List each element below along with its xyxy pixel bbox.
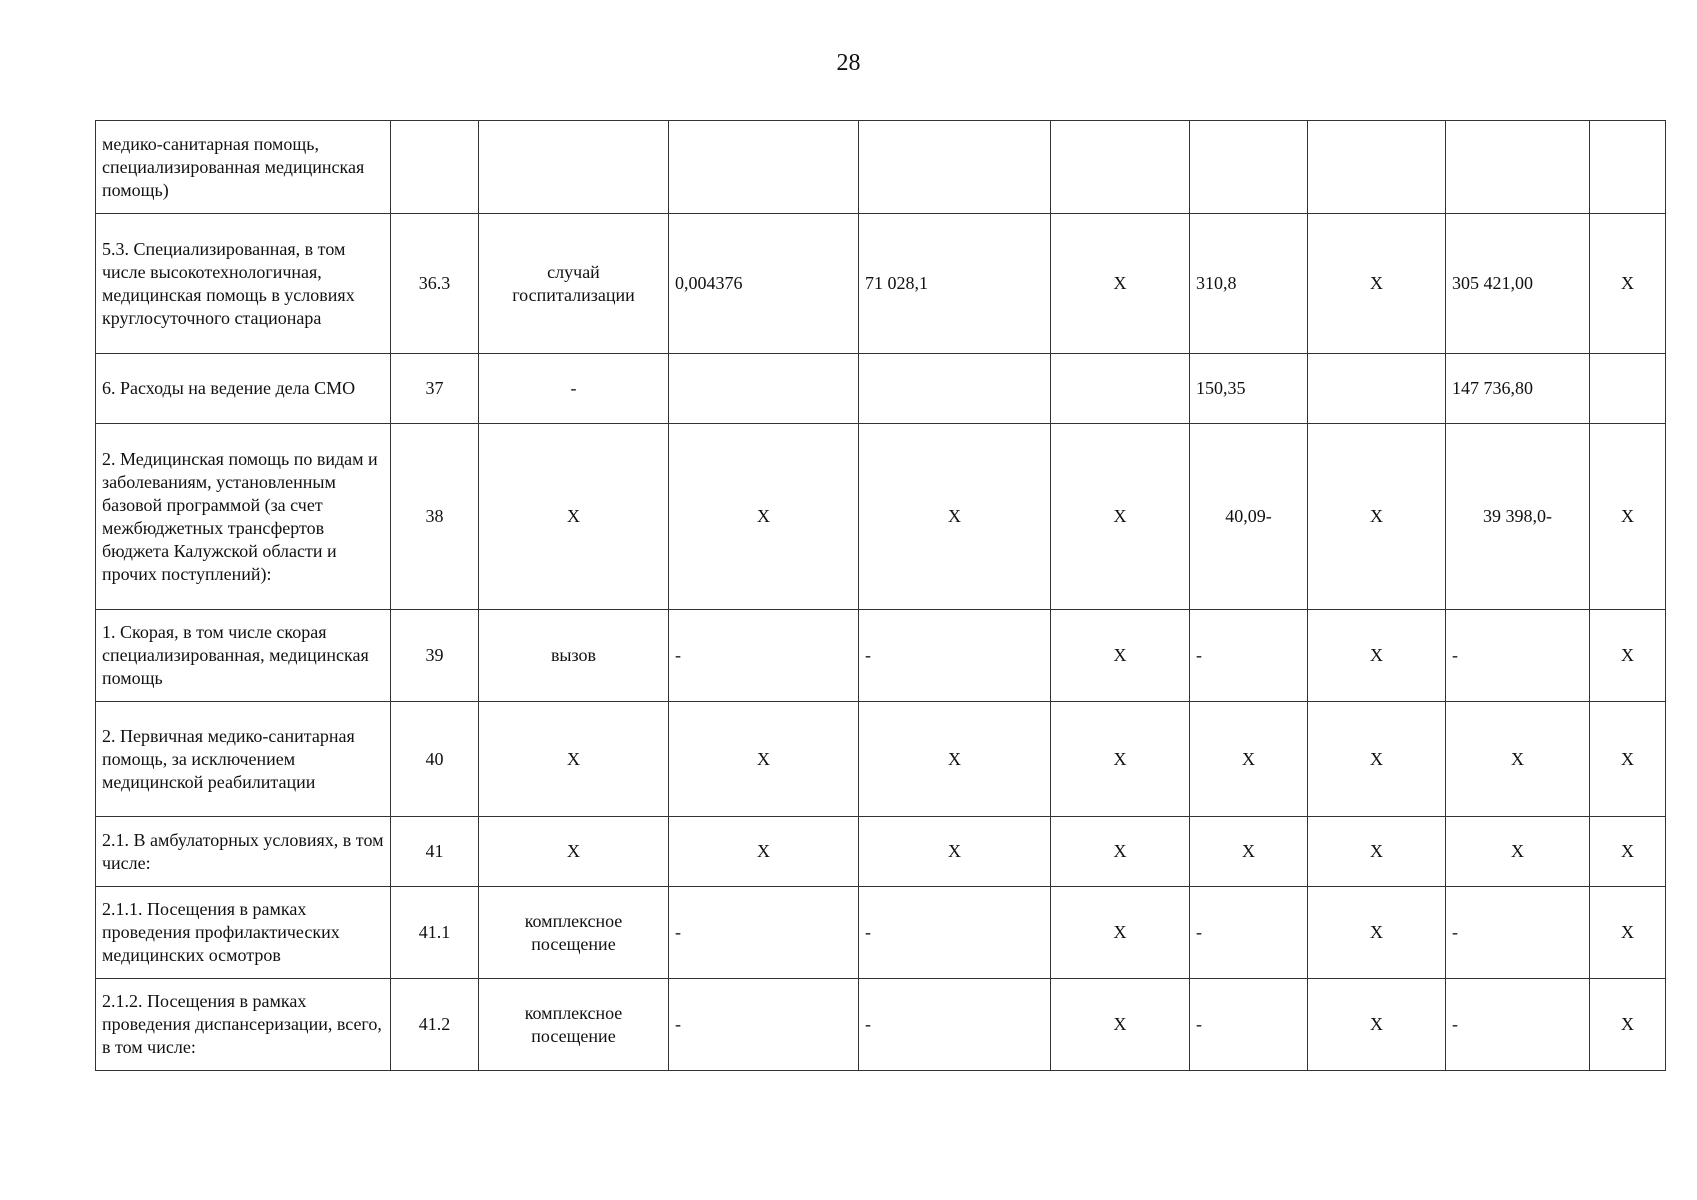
row-code: 41 (391, 817, 479, 887)
row-unit: комплексное посещение (479, 887, 669, 979)
cell-c9 (1590, 354, 1666, 424)
row-unit (479, 121, 669, 214)
cell-c6: - (1190, 887, 1308, 979)
table-row (96, 214, 1666, 354)
cell-volume: 0,004376 (669, 214, 859, 354)
cell-cost: 71 028,1 (859, 214, 1051, 354)
cell-volume (669, 354, 859, 424)
row-unit: X (479, 424, 669, 610)
row-name: медико-санитарная помощь, специализированная медицинская помощь) (96, 121, 391, 214)
cell-c9: X (1590, 610, 1666, 702)
cell-c8: 39 398,0- (1446, 424, 1590, 610)
cell-c8: X (1446, 702, 1590, 817)
row-code: 41.1 (391, 887, 479, 979)
row-name: 2.1.2. Посещения в рамках проведения диспансеризации, всего, в том числе: (96, 979, 391, 1071)
cell-c7: X (1308, 979, 1446, 1071)
row-unit: X (479, 817, 669, 887)
page-number: 28 (836, 50, 861, 76)
cell-c6: X (1190, 817, 1308, 887)
cell-c7: X (1308, 214, 1446, 354)
cell-volume: X (669, 424, 859, 610)
row-code (391, 121, 479, 214)
cell-c7: X (1308, 702, 1446, 817)
cell-c9 (1590, 121, 1666, 214)
cell-c5: X (1051, 817, 1190, 887)
cell-c8: - (1446, 887, 1590, 979)
cell-volume: - (669, 610, 859, 702)
cell-volume (669, 121, 859, 214)
row-unit: комплексное посещение (479, 979, 669, 1071)
cell-c9: X (1590, 979, 1666, 1071)
cell-c5: X (1051, 702, 1190, 817)
row-name: 2. Первичная медико-санитарная помощь, за исключением медицинской реабилитации (96, 702, 391, 817)
cell-c6: X (1190, 702, 1308, 817)
table-row (96, 887, 1666, 979)
cell-c8: - (1446, 979, 1590, 1071)
cell-c6: - (1190, 610, 1308, 702)
cell-c7: X (1308, 817, 1446, 887)
cell-volume: X (669, 702, 859, 817)
cell-volume: - (669, 979, 859, 1071)
row-name: 2.1. В амбулаторных условиях, в том числе: (96, 817, 391, 887)
table-row (96, 354, 1666, 424)
cell-volume: - (669, 887, 859, 979)
table-row (96, 979, 1666, 1071)
cell-c5 (1051, 354, 1190, 424)
cell-volume: X (669, 817, 859, 887)
cell-c7 (1308, 354, 1446, 424)
cell-c9: X (1590, 214, 1666, 354)
row-unit: X (479, 702, 669, 817)
row-code: 36.3 (391, 214, 479, 354)
cell-c6: - (1190, 979, 1308, 1071)
table-row (96, 121, 1666, 214)
table-row (96, 817, 1666, 887)
cell-c5: X (1051, 887, 1190, 979)
cell-cost: X (859, 817, 1051, 887)
cell-c5: X (1051, 979, 1190, 1071)
row-code: 41.2 (391, 979, 479, 1071)
row-unit: вызов (479, 610, 669, 702)
table-row (96, 702, 1666, 817)
row-code: 39 (391, 610, 479, 702)
row-code: 38 (391, 424, 479, 610)
row-name: 1. Скорая, в том числе скорая специализированная, медицинская помощь (96, 610, 391, 702)
cell-cost: - (859, 979, 1051, 1071)
cell-cost: - (859, 887, 1051, 979)
row-name: 2. Медицинская помощь по видам и заболеваниям, установленным базовой программой (за счет межбюджетных трансфертов бюджета Калужской области и прочих поступлений): (96, 424, 391, 610)
cell-c6: 40,09- (1190, 424, 1308, 610)
cell-c8 (1446, 121, 1590, 214)
cell-c9: X (1590, 424, 1666, 610)
cell-c8: X (1446, 817, 1590, 887)
cell-cost (859, 354, 1051, 424)
cell-cost (859, 121, 1051, 214)
row-name: 5.3. Специализированная, в том числе высокотехнологичная, медицинская помощь в условиях круглосуточного стационара (96, 214, 391, 354)
cell-c9: X (1590, 817, 1666, 887)
cell-c6 (1190, 121, 1308, 214)
cell-c5: X (1051, 610, 1190, 702)
cell-c6: 150,35 (1190, 354, 1308, 424)
cell-c7: X (1308, 424, 1446, 610)
cell-c8: 305 421,00 (1446, 214, 1590, 354)
cell-c5: X (1051, 214, 1190, 354)
cell-c6: 310,8 (1190, 214, 1308, 354)
cell-c5: X (1051, 424, 1190, 610)
cell-c8: - (1446, 610, 1590, 702)
cell-c7: X (1308, 887, 1446, 979)
table-row (96, 610, 1666, 702)
cell-c5 (1051, 121, 1190, 214)
row-name: 2.1.1. Посещения в рамках проведения профилактических медицинских осмотров (96, 887, 391, 979)
row-code: 37 (391, 354, 479, 424)
row-unit: случай госпитализации (479, 214, 669, 354)
financing-table (95, 120, 1666, 1071)
cell-c7 (1308, 121, 1446, 214)
cell-cost: X (859, 424, 1051, 610)
row-code: 40 (391, 702, 479, 817)
row-unit: - (479, 354, 669, 424)
table-row (96, 424, 1666, 610)
cell-cost: X (859, 702, 1051, 817)
cell-c8: 147 736,80 (1446, 354, 1590, 424)
cell-c9: X (1590, 887, 1666, 979)
row-name: 6. Расходы на ведение дела СМО (96, 354, 391, 424)
cell-cost: - (859, 610, 1051, 702)
cell-c7: X (1308, 610, 1446, 702)
cell-c9: X (1590, 702, 1666, 817)
